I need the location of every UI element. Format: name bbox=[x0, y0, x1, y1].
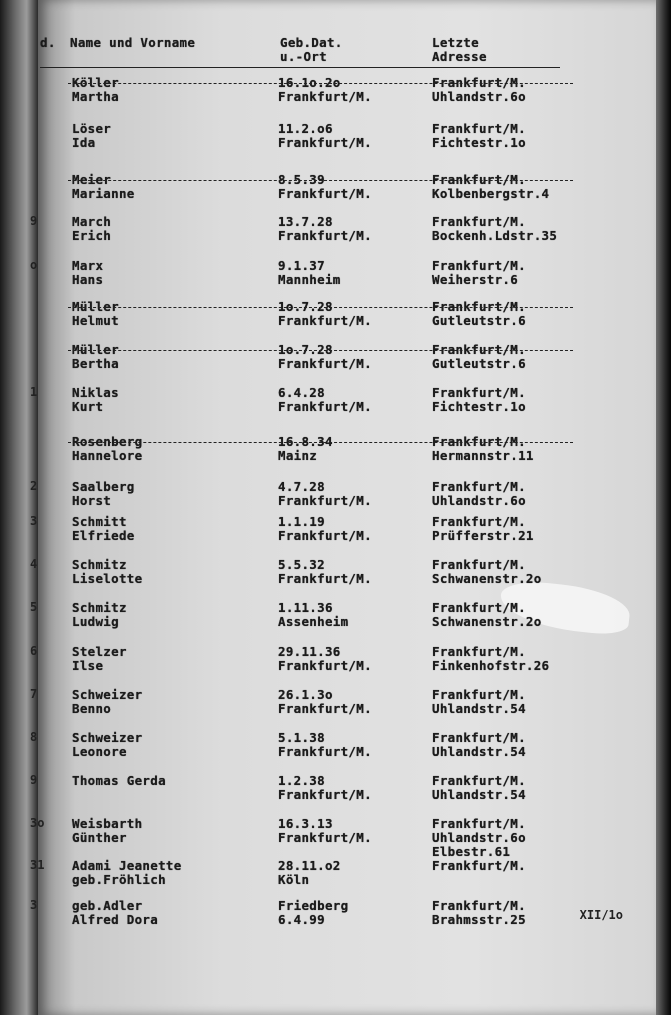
entry-street: Uhlandstr.54 bbox=[432, 787, 526, 802]
entry-birthplace: Frankfurt/M. bbox=[278, 493, 372, 508]
entry-birthdate: 6.4.28 bbox=[278, 385, 325, 400]
entry-street: Schwanenstr.2o bbox=[432, 571, 542, 586]
entry-street: Gutleutstr.6 bbox=[432, 356, 526, 371]
entry-birthplace: Frankfurt/M. bbox=[278, 356, 372, 371]
entry-birthplace: Assenheim bbox=[278, 614, 349, 629]
entry-firstname: Helmut bbox=[72, 313, 119, 328]
entry-firstname: Leonore bbox=[72, 744, 127, 759]
entry-surname: Adami Jeanette bbox=[72, 858, 182, 873]
entry-number: 4 bbox=[30, 557, 38, 571]
entry-birthplace: Frankfurt/M. bbox=[278, 186, 372, 201]
entry-birthdate: 1.2.38 bbox=[278, 773, 325, 788]
entry-number: 3 bbox=[30, 514, 38, 528]
entry-firstname: Benno bbox=[72, 701, 112, 716]
entry-surname: Schmitt bbox=[72, 514, 127, 529]
entry-city: Frankfurt/M. bbox=[432, 514, 526, 529]
entry-city: Frankfurt/M. bbox=[432, 644, 526, 659]
entry-number: 7 bbox=[30, 687, 38, 701]
entry-birthdate: 9.1.37 bbox=[278, 258, 325, 273]
entry-birthdate: 1o.7.28 bbox=[278, 342, 333, 357]
entry-city: Frankfurt/M. bbox=[432, 385, 526, 400]
entry-city: Frankfurt/M. bbox=[432, 434, 526, 449]
entry-surname: Schmitz bbox=[72, 600, 127, 615]
entry-number: 3 bbox=[30, 898, 38, 912]
entry-city: Frankfurt/M. bbox=[432, 299, 526, 314]
entry-firstname: geb.Fröhlich bbox=[72, 872, 166, 887]
entry-surname: Weisbarth bbox=[72, 816, 143, 831]
entry-number: 2 bbox=[30, 479, 38, 493]
entry-birthplace: Frankfurt/M. bbox=[278, 744, 372, 759]
entry-firstname: Ludwig bbox=[72, 614, 119, 629]
entry-birthplace: Mannheim bbox=[278, 272, 341, 287]
entry-street-alt: Elbestr.61 bbox=[432, 844, 511, 859]
strike-through-line bbox=[68, 307, 573, 308]
entry-birthdate: 16.1o.2o bbox=[278, 75, 341, 90]
entry-surname: Thomas Gerda bbox=[72, 773, 166, 788]
entry-city: Frankfurt/M. bbox=[432, 730, 526, 745]
entry-number: o bbox=[30, 258, 38, 272]
entry-firstname: Ilse bbox=[72, 658, 104, 673]
entry-city: Frankfurt/M. bbox=[432, 121, 526, 136]
entry-birthdate: 28.11.o2 bbox=[278, 858, 341, 873]
entry-firstname: Hans bbox=[72, 272, 104, 287]
entry-city: Frankfurt/M. bbox=[432, 75, 526, 90]
entry-birthdate: 1.11.36 bbox=[278, 600, 333, 615]
entry-city: Frankfurt/M. bbox=[432, 557, 526, 572]
entry-city: Frankfurt/M. bbox=[432, 858, 526, 873]
entry-birthplace: Frankfurt/M. bbox=[278, 830, 372, 845]
entry-birthplace: Frankfurt/M. bbox=[278, 787, 372, 802]
entry-number: 8 bbox=[30, 730, 38, 744]
entry-city: Frankfurt/M. bbox=[432, 258, 526, 273]
entry-surname: Müller bbox=[72, 342, 119, 357]
entry-birthdate: 1o.7.28 bbox=[278, 299, 333, 314]
entry-birthplace: 6.4.99 bbox=[278, 912, 325, 927]
entry-birthdate: 16.8.34 bbox=[278, 434, 333, 449]
entry-city: Frankfurt/M. bbox=[432, 342, 526, 357]
entry-birthplace: Köln bbox=[278, 872, 310, 887]
entry-street: Uhlandstr.6o bbox=[432, 89, 526, 104]
entry-number: 9 bbox=[30, 214, 38, 228]
entry-number: 31 bbox=[30, 858, 45, 872]
header-nr: d. bbox=[40, 35, 56, 50]
entry-surname: Schweizer bbox=[72, 730, 143, 745]
entry-firstname: Bertha bbox=[72, 356, 119, 371]
entry-birthplace: Mainz bbox=[278, 448, 318, 463]
entry-surname: Marx bbox=[72, 258, 104, 273]
entry-number: 3o bbox=[30, 816, 45, 830]
entry-street: Prüfferstr.21 bbox=[432, 528, 534, 543]
header-geb-ort: u.-Ort bbox=[280, 49, 327, 64]
entry-surname: Saalberg bbox=[72, 479, 135, 494]
entry-birthplace: Frankfurt/M. bbox=[278, 135, 372, 150]
entry-surname: Rosenberg bbox=[72, 434, 143, 449]
entry-street: Bockenh.Ldstr.35 bbox=[432, 228, 558, 243]
entry-firstname: Hannelore bbox=[72, 448, 143, 463]
entry-city: Frankfurt/M. bbox=[432, 214, 526, 229]
entry-city: Frankfurt/M. bbox=[432, 816, 526, 831]
entry-birthdate: 5.5.32 bbox=[278, 557, 325, 572]
entry-surname: Meier bbox=[72, 172, 112, 187]
header-adresse-2: Adresse bbox=[432, 49, 487, 64]
entry-city: Frankfurt/M. bbox=[432, 898, 526, 913]
entry-street: Hermannstr.11 bbox=[432, 448, 534, 463]
entry-birthdate: 16.3.13 bbox=[278, 816, 333, 831]
entry-birthdate: 8.5.39 bbox=[278, 172, 325, 187]
page-edge bbox=[656, 0, 671, 1015]
entry-surname: Schweizer bbox=[72, 687, 143, 702]
entry-street: Uhlandstr.6o bbox=[432, 830, 526, 845]
entry-firstname: Alfred Dora bbox=[72, 912, 159, 927]
entry-surname: Löser bbox=[72, 121, 112, 136]
entry-birthdate: Friedberg bbox=[278, 898, 349, 913]
entry-firstname: Elfriede bbox=[72, 528, 135, 543]
entry-street: Uhlandstr.54 bbox=[432, 744, 526, 759]
entry-birthplace: Frankfurt/M. bbox=[278, 313, 372, 328]
entry-firstname: Günther bbox=[72, 830, 127, 845]
entry-birthplace: Frankfurt/M. bbox=[278, 89, 372, 104]
entry-firstname: Kurt bbox=[72, 399, 104, 414]
entry-firstname: Liselotte bbox=[72, 571, 143, 586]
entry-firstname: Marianne bbox=[72, 186, 135, 201]
entry-birthdate: 4.7.28 bbox=[278, 479, 325, 494]
entry-city: Frankfurt/M. bbox=[432, 600, 526, 615]
entry-city: Frankfurt/M. bbox=[432, 773, 526, 788]
entry-street: Brahmsstr.25 bbox=[432, 912, 526, 927]
entry-surname: Müller bbox=[72, 299, 119, 314]
entry-street: Weiherstr.6 bbox=[432, 272, 519, 287]
entry-street: Gutleutstr.6 bbox=[432, 313, 526, 328]
entry-number: 5 bbox=[30, 600, 38, 614]
header-rule bbox=[40, 67, 560, 68]
entry-surname: Niklas bbox=[72, 385, 119, 400]
header-name: Name und Vorname bbox=[70, 35, 196, 50]
entry-surname: March bbox=[72, 214, 112, 229]
entry-birthdate: 5.1.38 bbox=[278, 730, 325, 745]
entry-street: Fichtestr.1o bbox=[432, 399, 526, 414]
entry-city: Frankfurt/M. bbox=[432, 479, 526, 494]
entry-street: Finkenhofstr.26 bbox=[432, 658, 550, 673]
entry-birthdate: 29.11.36 bbox=[278, 644, 341, 659]
entry-birthplace: Frankfurt/M. bbox=[278, 571, 372, 586]
entry-birthplace: Frankfurt/M. bbox=[278, 658, 372, 673]
entry-birthdate: 1.1.19 bbox=[278, 514, 325, 529]
entry-firstname: Martha bbox=[72, 89, 119, 104]
entry-surname: Köller bbox=[72, 75, 119, 90]
header-geb: Geb.Dat. bbox=[280, 35, 343, 50]
entry-city: Frankfurt/M. bbox=[432, 172, 526, 187]
entry-street: Uhlandstr.6o bbox=[432, 493, 526, 508]
entry-street: Fichtestr.1o bbox=[432, 135, 526, 150]
strike-through-line bbox=[68, 180, 573, 181]
entry-birthdate: 13.7.28 bbox=[278, 214, 333, 229]
entry-number: 9 bbox=[30, 773, 38, 787]
page-number: XII/1o bbox=[579, 908, 623, 922]
entry-number: 1 bbox=[30, 385, 38, 399]
entry-birthdate: 26.1.3o bbox=[278, 687, 333, 702]
entry-city: Frankfurt/M. bbox=[432, 687, 526, 702]
entry-number: 6 bbox=[30, 644, 38, 658]
entry-surname: Schmitz bbox=[72, 557, 127, 572]
entry-birthplace: Frankfurt/M. bbox=[278, 528, 372, 543]
entry-firstname: Ida bbox=[72, 135, 96, 150]
entry-surname: Stelzer bbox=[72, 644, 127, 659]
entry-surname: geb.Adler bbox=[72, 898, 143, 913]
entry-street: Schwanenstr.2o bbox=[432, 614, 542, 629]
entry-birthplace: Frankfurt/M. bbox=[278, 701, 372, 716]
entry-birthplace: Frankfurt/M. bbox=[278, 399, 372, 414]
strike-through-line bbox=[68, 442, 573, 443]
entry-birthdate: 11.2.o6 bbox=[278, 121, 333, 136]
entry-firstname: Horst bbox=[72, 493, 112, 508]
entry-street: Kolbenbergstr.4 bbox=[432, 186, 550, 201]
entry-firstname: Erich bbox=[72, 228, 112, 243]
entry-street: Uhlandstr.54 bbox=[432, 701, 526, 716]
strike-through-line bbox=[68, 83, 573, 84]
entry-birthplace: Frankfurt/M. bbox=[278, 228, 372, 243]
strike-through-line bbox=[68, 350, 573, 351]
header-adresse-1: Letzte bbox=[432, 35, 479, 50]
